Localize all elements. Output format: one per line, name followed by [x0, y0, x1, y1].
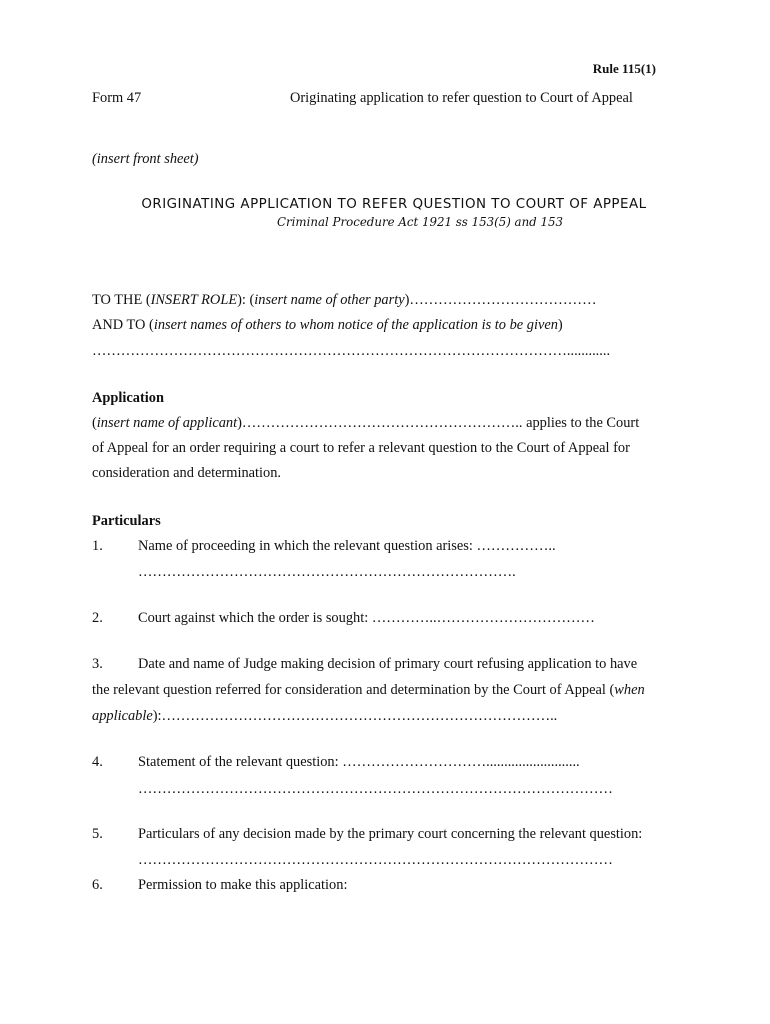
and-to-prefix: AND TO ( — [92, 317, 154, 333]
and-to-text: insert names of others to whom notice of the application is to be given — [153, 317, 558, 333]
item-5-text: Particulars of any decision made by the primary court concerning the relevant question: — [138, 826, 643, 842]
item-3-line-3-italic: applicable — [92, 708, 153, 724]
item-1-text: Name of proceeding in which the relevant question arises: …………….. — [138, 538, 556, 554]
to-mid: ): ( — [237, 292, 255, 308]
item-3-line-3 — [92, 708, 557, 725]
item-3-line-2-italic: when — [614, 682, 645, 698]
to-role: INSERT ROLE — [150, 292, 238, 308]
to-party: insert name of other party — [254, 292, 405, 308]
item-1-number: 1. — [92, 538, 103, 554]
and-to-suffix: ) — [557, 317, 563, 333]
item-4-number: 4. — [92, 754, 103, 770]
item-2-number: 2. — [92, 610, 103, 626]
parties-dots-line: ………………………………………………………………………………………............ — [92, 343, 611, 359]
rule-reference: Rule 115(1) — [592, 61, 656, 76]
to-prefix: TO THE ( — [92, 292, 151, 308]
document-subtitle: Criminal Procedure Act 1921 ss 153(5) and 153 — [276, 215, 563, 229]
item-1-continuation: ……………………………………………………………………. — [138, 564, 516, 580]
applicant-suffix: )………………………………………………….. applies to the Court — [237, 415, 640, 431]
item-3-text: Date and name of Judge making decision of primary court refusing application to have — [138, 656, 638, 672]
applicant-prefix: ( — [92, 415, 97, 431]
item-3-line-2 — [92, 682, 645, 699]
application-line-2: of Appeal for an order requiring a court to refer a relevant question to the Court of Appeal for — [92, 440, 630, 456]
item-6-number: 6. — [92, 877, 103, 893]
to-line — [92, 292, 596, 309]
item-5-number: 5. — [92, 826, 103, 842]
item-5-continuation: ……………………………………………………………………………………… — [138, 852, 613, 868]
item-6-text: Permission to make this application: — [138, 877, 348, 893]
application-line-1 — [92, 415, 639, 432]
item-3-number: 3. — [92, 656, 103, 672]
document-title: ORIGINATING APPLICATION TO REFER QUESTION TO COURT OF APPEAL — [141, 197, 647, 212]
item-4-continuation: ……………………………………………………………………………………… — [138, 781, 613, 797]
applicant-name: insert name of applicant — [96, 415, 238, 431]
front-sheet-instruction — [92, 151, 199, 168]
item-2-text: Court against which the order is sought: …………..…………………………… — [138, 610, 595, 626]
and-to-line — [92, 317, 563, 334]
front-sheet-text: (insert front sheet) — [92, 151, 199, 167]
application-heading: Application — [92, 390, 164, 406]
application-line-3: consideration and determination. — [92, 465, 282, 481]
item-3-line-2-prefix: the relevant question referred for consideration and determination by the Court of Appeal ( — [92, 682, 615, 698]
item-4-text: Statement of the relevant question: ………………………….......................... — [138, 754, 580, 770]
form-title: Originating application to refer question to Court of Appeal — [290, 90, 633, 106]
form-number: Form 47 — [92, 90, 142, 106]
item-3-line-3-suffix: ):……………………………………………………………………….. — [152, 708, 558, 724]
particulars-heading: Particulars — [92, 513, 161, 529]
to-suffix: )………………………………… — [404, 292, 597, 308]
